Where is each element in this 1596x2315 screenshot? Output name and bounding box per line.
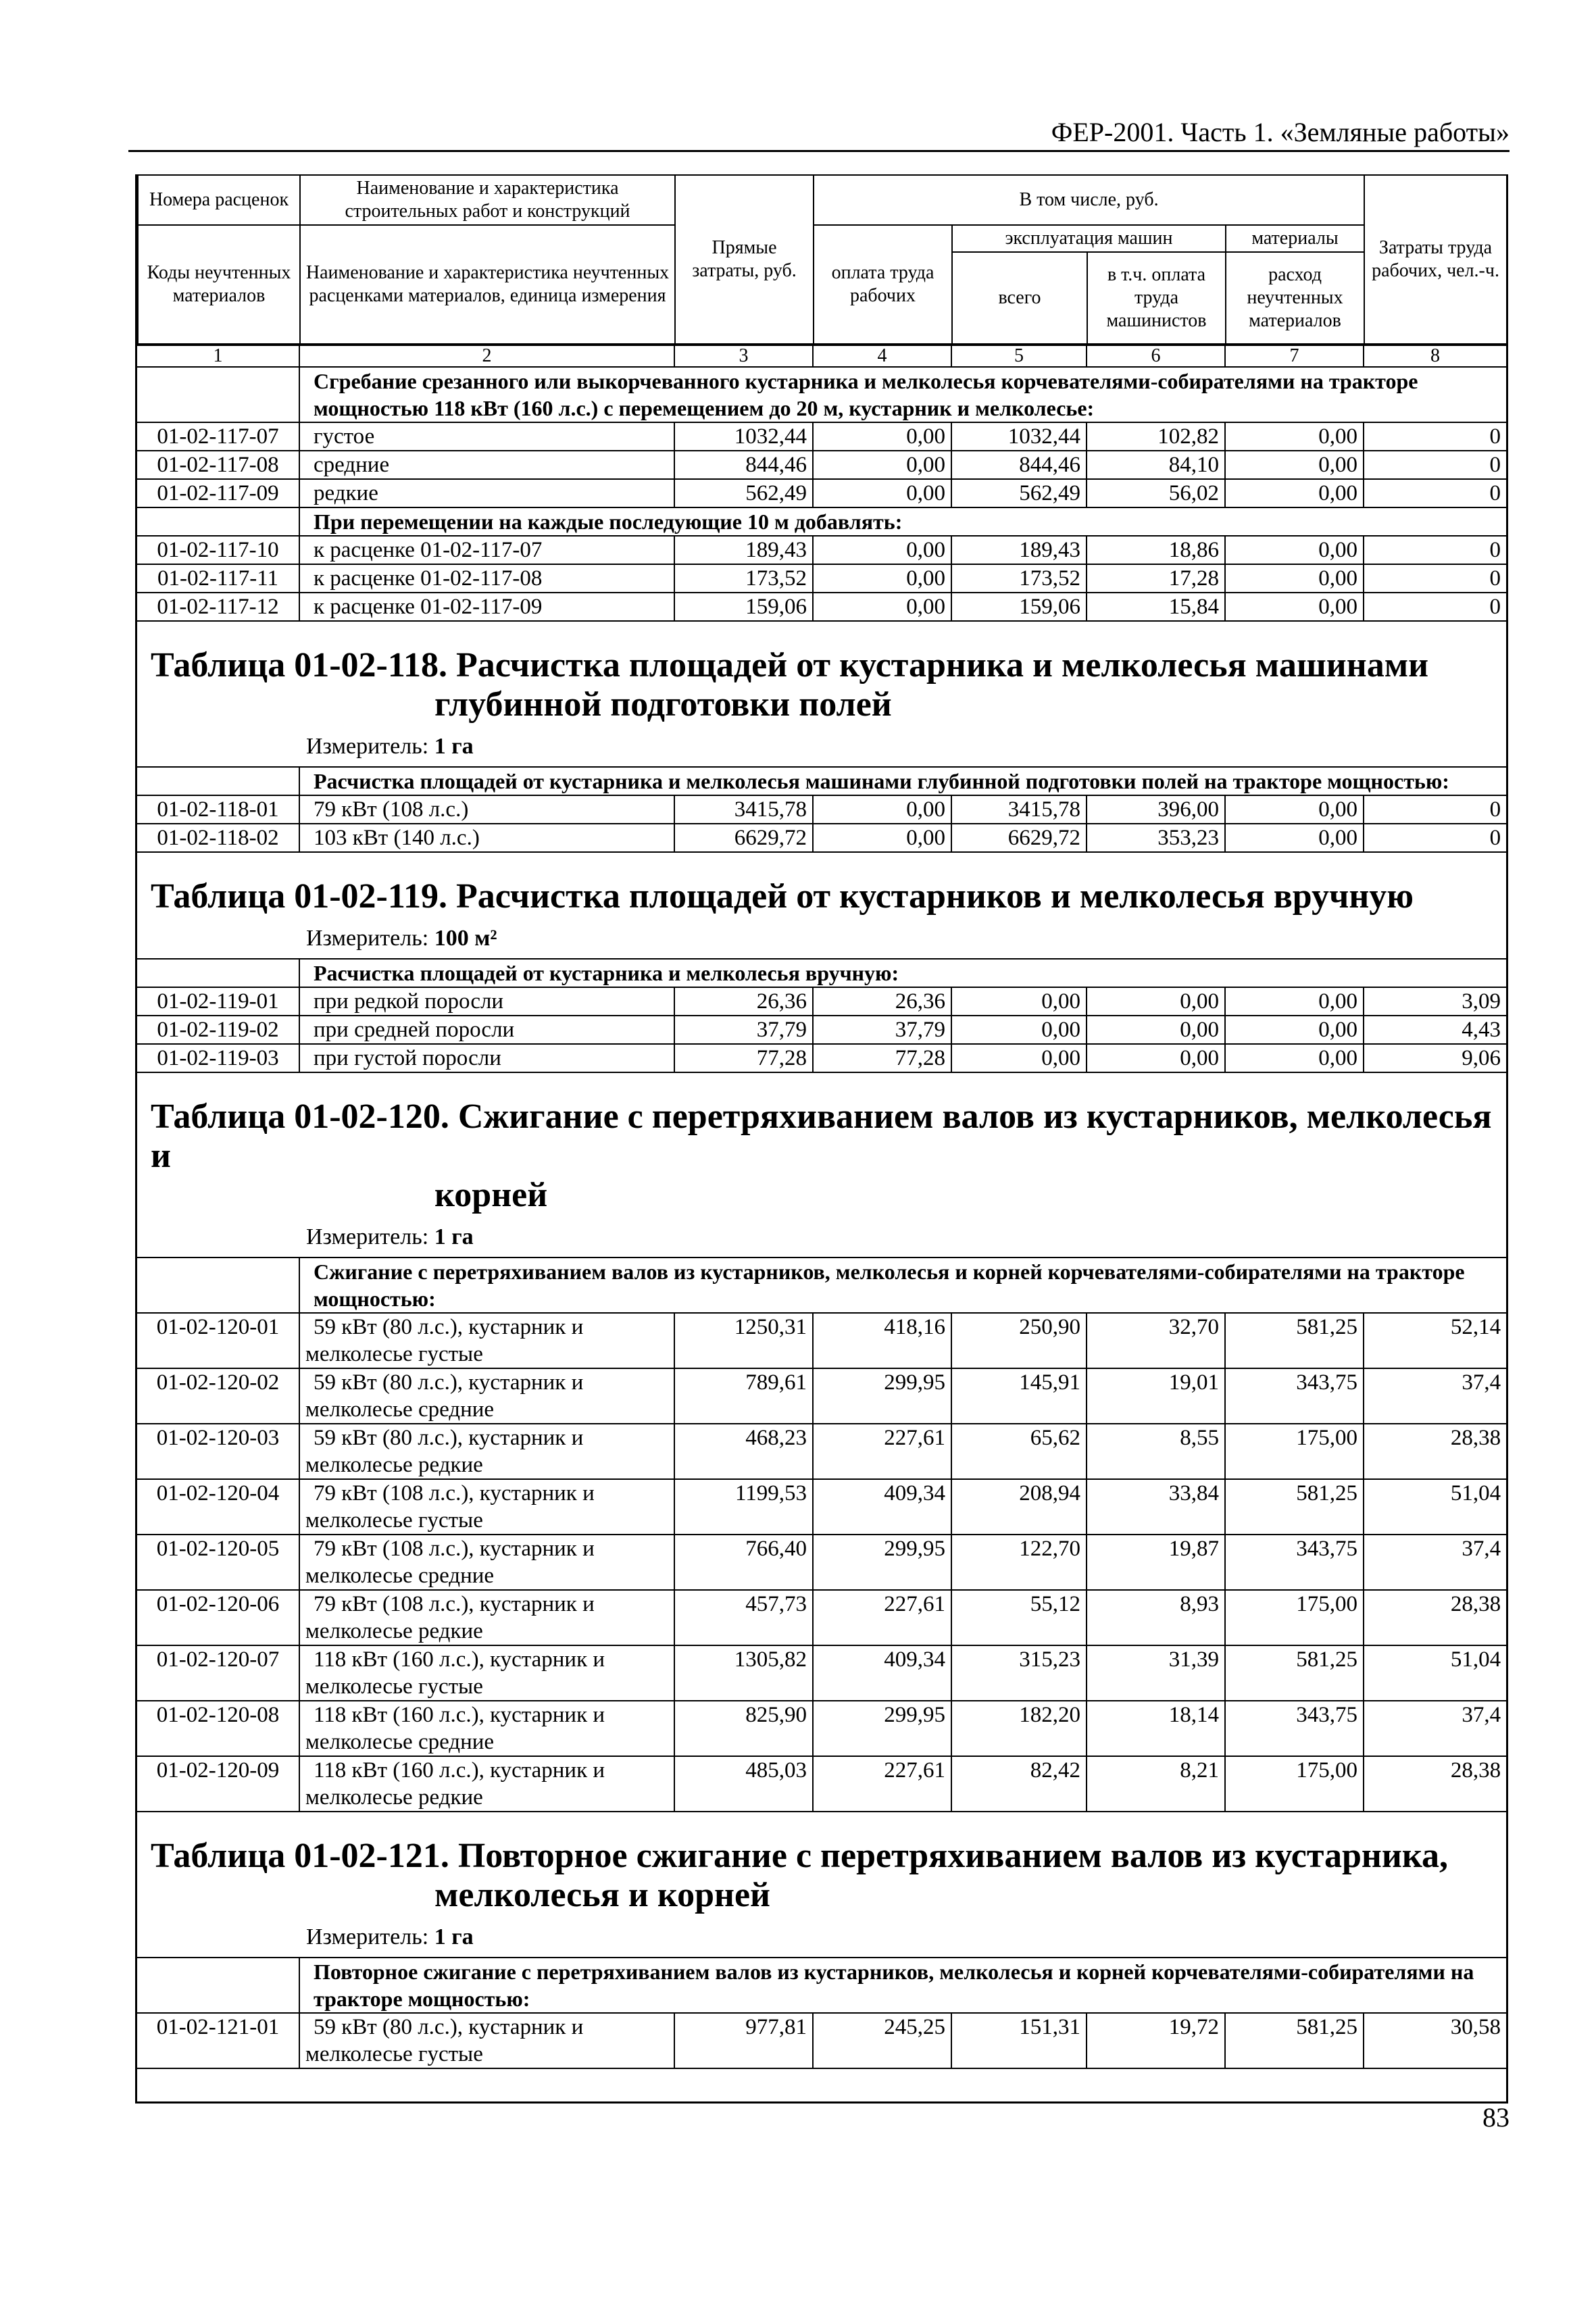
group-heading: Сгребание срезанного или выкорчеванного кустарника и мелколесья корчевателями-собирателями на тракторе мощностью 118 кВт (160 л.с.) с перемещением до 20 м, кустарник и мелколесье: — [299, 367, 1506, 422]
cell-labor-pay: 0,00 — [813, 422, 951, 451]
cell-labor-pay: 0,00 — [813, 593, 951, 621]
table-row — [137, 824, 1506, 852]
cell-labor-pay: 409,34 — [813, 1645, 951, 1701]
cell-machinists-pay: 353,23 — [1087, 824, 1225, 852]
column-number: 7 — [1225, 345, 1364, 367]
header-col1-top: Номера расценок — [138, 175, 300, 225]
cell-machines-total: 3415,78 — [951, 795, 1087, 824]
cell-labor-pay: 227,61 — [813, 1590, 951, 1645]
rate-name: при густой поросли — [299, 1044, 674, 1072]
rate-name-line: 59 кВт (80 л.с.), кустарник и — [314, 2015, 584, 2039]
table-row — [137, 1313, 1506, 1368]
table-row — [137, 564, 1506, 593]
cell-labor-cost: 52,14 — [1364, 1313, 1506, 1368]
unit-value: 100 м² — [434, 926, 497, 951]
header-col1-bottom: Коды неучтенных материалов — [138, 225, 300, 344]
rate-code: 01-02-120-01 — [137, 1313, 299, 1368]
cell-machinists-pay: 32,70 — [1087, 1313, 1225, 1368]
table-row — [137, 1590, 1506, 1645]
rate-code: 01-02-120-06 — [137, 1590, 299, 1645]
cell-direct-costs: 766,40 — [674, 1535, 813, 1590]
column-number: 4 — [813, 345, 951, 367]
table-row — [137, 1479, 1506, 1535]
rate-name: средние — [299, 451, 674, 479]
cell-machinists-pay: 19,72 — [1087, 2013, 1225, 2068]
cell-materials: 0,00 — [1225, 451, 1364, 479]
cell-materials: 581,25 — [1225, 1313, 1364, 1368]
cell-labor-cost: 4,43 — [1364, 1016, 1506, 1044]
cell-labor-cost: 51,04 — [1364, 1645, 1506, 1701]
table-row — [137, 1535, 1506, 1590]
rate-name-line: 118 кВт (160 л.с.), кустарник и — [314, 1758, 605, 1783]
cell-materials: 0,00 — [1225, 593, 1364, 621]
table-119 — [137, 958, 1506, 1073]
table-row — [137, 1756, 1506, 1812]
header-labor-cost: Затраты труда рабочих, чел.-ч. — [1364, 175, 1507, 344]
cell-machinists-pay: 396,00 — [1087, 795, 1225, 824]
rate-name-line: 79 кВт (108 л.с.), кустарник и — [314, 1592, 595, 1616]
cell-labor-cost: 0 — [1364, 564, 1506, 593]
rate-name-line: 59 кВт (80 л.с.), кустарник и — [314, 1426, 584, 1450]
cell-labor-cost: 0 — [1364, 593, 1506, 621]
unit-of-measure — [137, 728, 1506, 766]
table-row — [137, 987, 1506, 1016]
rate-name — [299, 1479, 674, 1535]
cell-labor-cost: 0 — [1364, 824, 1506, 852]
table-row — [137, 1016, 1506, 1044]
table-row — [137, 451, 1506, 479]
cell-labor-pay: 0,00 — [813, 824, 951, 852]
cell-materials: 0,00 — [1225, 479, 1364, 507]
cell-machinists-pay: 8,21 — [1087, 1756, 1225, 1812]
header-machines-incl: в т.ч. оплата труда машинистов — [1087, 252, 1226, 344]
cell-labor-cost: 51,04 — [1364, 1479, 1506, 1535]
group-heading-row — [137, 507, 1506, 536]
price-table-frame — [135, 174, 1508, 2104]
table-row — [137, 2013, 1506, 2068]
rate-name-line: 79 кВт (108 л.с.), кустарник и — [314, 1481, 595, 1505]
rate-name — [299, 1368, 674, 1424]
cell-machines-total: 173,52 — [951, 564, 1087, 593]
rate-name: 79 кВт (108 л.с.) — [299, 795, 674, 824]
rate-name-line: 59 кВт (80 л.с.), кустарник и — [314, 1370, 584, 1395]
cell-direct-costs: 1305,82 — [674, 1645, 813, 1701]
cell-machines-total: 6629,72 — [951, 824, 1087, 852]
group-heading-row — [137, 367, 1506, 422]
table-121 — [137, 1957, 1506, 2069]
cell-machinists-pay: 0,00 — [1087, 987, 1225, 1016]
cell-labor-pay: 37,79 — [813, 1016, 951, 1044]
header-machines-total: всего — [952, 252, 1087, 344]
rate-name: 103 кВт (140 л.с.) — [299, 824, 674, 852]
cell-machines-total: 844,46 — [951, 451, 1087, 479]
group-heading: При перемещении на каждые последующие 10 м добавлять: — [299, 507, 1506, 536]
cell-machines-total: 315,23 — [951, 1645, 1087, 1701]
cell-machinists-pay: 102,82 — [1087, 422, 1225, 451]
unit-label: Измеритель: — [306, 1924, 429, 1949]
cell-machinists-pay: 19,01 — [1087, 1368, 1225, 1424]
cell-labor-cost: 9,06 — [1364, 1044, 1506, 1072]
rate-code: 01-02-117-08 — [137, 451, 299, 479]
cell-direct-costs: 485,03 — [674, 1756, 813, 1812]
cell-materials: 0,00 — [1225, 824, 1364, 852]
column-number: 8 — [1364, 345, 1506, 367]
table-118 — [137, 766, 1506, 853]
cell-labor-cost: 28,38 — [1364, 1424, 1506, 1479]
header-direct-costs: Прямые затраты, руб. — [675, 175, 814, 344]
rate-code: 01-02-118-01 — [137, 795, 299, 824]
table-117 — [137, 345, 1506, 622]
page-number: 83 — [1482, 2102, 1510, 2133]
column-number: 2 — [299, 345, 674, 367]
cell-machines-total: 82,42 — [951, 1756, 1087, 1812]
cell-machines-total: 151,31 — [951, 2013, 1087, 2068]
cell-labor-pay: 0,00 — [813, 451, 951, 479]
rate-name — [299, 1701, 674, 1756]
table-title-line: глубинной подготовки полей — [434, 685, 892, 724]
rate-name — [299, 1535, 674, 1590]
rate-name-line: мелколесье средние — [305, 1564, 495, 1588]
table-row — [137, 536, 1506, 564]
rate-name-line: мелколесье средние — [305, 1730, 495, 1754]
cell-machinists-pay: 8,93 — [1087, 1590, 1225, 1645]
rate-name-line: мелколесье редкие — [305, 1785, 483, 1810]
rate-name: при редкой поросли — [299, 987, 674, 1016]
cell-materials: 0,00 — [1225, 422, 1364, 451]
table-row — [137, 1645, 1506, 1701]
rate-code: 01-02-117-11 — [137, 564, 299, 593]
cell-labor-cost: 0 — [1364, 451, 1506, 479]
rate-code: 01-02-120-07 — [137, 1645, 299, 1701]
column-number: 6 — [1087, 345, 1225, 367]
table-row — [137, 593, 1506, 621]
cell-machinists-pay: 8,55 — [1087, 1424, 1225, 1479]
rate-name: при средней поросли — [299, 1016, 674, 1044]
header-materials-consumption: расход неучтенных материалов — [1226, 252, 1364, 344]
unit-value: 1 га — [434, 1924, 474, 1949]
cell-direct-costs: 1032,44 — [674, 422, 813, 451]
cell-machines-total: 0,00 — [951, 1044, 1087, 1072]
table-title-line: Таблица 01-02-118. Расчистка площадей от кустарника и мелколесья машинами — [151, 646, 1429, 684]
cell-materials: 343,75 — [1225, 1368, 1364, 1424]
rate-code: 01-02-117-10 — [137, 536, 299, 564]
group-heading-row — [137, 1958, 1506, 2013]
header-col2-top: Наименование и характеристика строительных работ и конструкций — [300, 175, 675, 225]
rate-name-line: 79 кВт (108 л.с.), кустарник и — [314, 1537, 595, 1561]
table-title-line: мелколесья и корней — [434, 1876, 771, 1914]
group-heading-row — [137, 959, 1506, 987]
rate-name: густое — [299, 422, 674, 451]
rate-code: 01-02-119-03 — [137, 1044, 299, 1072]
rate-name — [299, 2013, 674, 2068]
rate-name — [299, 1645, 674, 1701]
cell-direct-costs: 844,46 — [674, 451, 813, 479]
header-including: В том числе, руб. — [814, 175, 1364, 225]
rate-name: редкие — [299, 479, 674, 507]
rate-code: 01-02-117-07 — [137, 422, 299, 451]
cell-machinists-pay: 17,28 — [1087, 564, 1225, 593]
rate-name-line: мелколесье редкие — [305, 1619, 483, 1643]
cell-labor-cost: 0 — [1364, 795, 1506, 824]
rate-name-line: мелколесье густые — [305, 1674, 483, 1699]
rate-name — [299, 1756, 674, 1812]
rate-code: 01-02-119-02 — [137, 1016, 299, 1044]
table-title-118 — [137, 622, 1506, 728]
group-heading-row — [137, 1258, 1506, 1313]
cell-machinists-pay: 0,00 — [1087, 1044, 1225, 1072]
table-title-121 — [137, 1812, 1506, 1919]
cell-machines-total: 562,49 — [951, 479, 1087, 507]
rate-code: 01-02-117-09 — [137, 479, 299, 507]
rate-name-line: мелколесье густые — [305, 1342, 483, 1366]
cell-labor-pay: 0,00 — [813, 564, 951, 593]
cell-machines-total: 159,06 — [951, 593, 1087, 621]
rate-name-line: мелколесье густые — [305, 2042, 483, 2066]
group-heading: Сжигание с перетряхиванием валов из кустарников, мелколесья и корней корчевателями-собирателями на тракторе мощностью: — [299, 1258, 1506, 1313]
cell-materials: 343,75 — [1225, 1701, 1364, 1756]
column-number: 5 — [951, 345, 1087, 367]
rate-name — [299, 1313, 674, 1368]
cell-machines-total: 145,91 — [951, 1368, 1087, 1424]
cell-materials: 175,00 — [1225, 1590, 1364, 1645]
table-row — [137, 422, 1506, 451]
rate-code: 01-02-120-02 — [137, 1368, 299, 1424]
cell-direct-costs: 468,23 — [674, 1424, 813, 1479]
cell-labor-cost: 0 — [1364, 422, 1506, 451]
rate-code: 01-02-120-08 — [137, 1701, 299, 1756]
unit-value: 1 га — [434, 1224, 474, 1249]
group-heading: Расчистка площадей от кустарника и мелколесья вручную: — [299, 959, 1506, 987]
cell-materials: 581,25 — [1225, 1645, 1364, 1701]
cell-materials: 0,00 — [1225, 564, 1364, 593]
cell-machinists-pay: 18,14 — [1087, 1701, 1225, 1756]
cell-direct-costs: 3415,78 — [674, 795, 813, 824]
cell-machinists-pay: 18,86 — [1087, 536, 1225, 564]
rate-code: 01-02-117-12 — [137, 593, 299, 621]
cell-labor-cost: 3,09 — [1364, 987, 1506, 1016]
cell-materials: 0,00 — [1225, 1016, 1364, 1044]
cell-labor-pay: 299,95 — [813, 1368, 951, 1424]
unit-label: Измеритель: — [306, 1224, 429, 1249]
cell-labor-cost: 28,38 — [1364, 1590, 1506, 1645]
cell-labor-pay: 227,61 — [813, 1424, 951, 1479]
cell-labor-pay: 0,00 — [813, 795, 951, 824]
table-row — [137, 1424, 1506, 1479]
cell-labor-pay: 299,95 — [813, 1701, 951, 1756]
rate-name: к расценке 01-02-117-09 — [299, 593, 674, 621]
unit-label: Измеритель: — [306, 734, 429, 759]
cell-machines-total: 250,90 — [951, 1313, 1087, 1368]
cell-direct-costs: 789,61 — [674, 1368, 813, 1424]
cell-direct-costs: 189,43 — [674, 536, 813, 564]
cell-labor-pay: 418,16 — [813, 1313, 951, 1368]
cell-labor-pay: 227,61 — [813, 1756, 951, 1812]
cell-machines-total: 182,20 — [951, 1701, 1087, 1756]
rate-name-line: 118 кВт (160 л.с.), кустарник и — [314, 1647, 605, 1672]
unit-of-measure — [137, 1919, 1506, 1957]
cell-direct-costs: 26,36 — [674, 987, 813, 1016]
unit-label: Измеритель: — [306, 926, 429, 951]
cell-machines-total: 122,70 — [951, 1535, 1087, 1590]
table-header — [137, 174, 1507, 345]
cell-machinists-pay: 15,84 — [1087, 593, 1225, 621]
rate-name-line: мелколесье средние — [305, 1397, 495, 1422]
table-title-119 — [137, 853, 1506, 920]
cell-direct-costs: 562,49 — [674, 479, 813, 507]
unit-value: 1 га — [434, 734, 474, 759]
cell-direct-costs: 457,73 — [674, 1590, 813, 1645]
cell-labor-cost: 28,38 — [1364, 1756, 1506, 1812]
table-row — [137, 1701, 1506, 1756]
cell-direct-costs: 6629,72 — [674, 824, 813, 852]
cell-machines-total: 55,12 — [951, 1590, 1087, 1645]
table-title-120 — [137, 1073, 1506, 1219]
rate-name-line: мелколесье густые — [305, 1508, 483, 1533]
cell-machinists-pay: 84,10 — [1087, 451, 1225, 479]
table-title-line: Таблица 01-02-121. Повторное сжигание с перетряхиванием валов из кустарника, — [151, 1837, 1449, 1875]
cell-labor-pay: 299,95 — [813, 1535, 951, 1590]
rate-name: к расценке 01-02-117-07 — [299, 536, 674, 564]
cell-labor-pay: 26,36 — [813, 987, 951, 1016]
table-title-line: корней — [434, 1176, 548, 1214]
header-labor-pay: оплата труда рабочих — [814, 225, 952, 344]
rate-name-line: 118 кВт (160 л.с.), кустарник и — [314, 1703, 605, 1727]
cell-materials: 175,00 — [1225, 1424, 1364, 1479]
rate-code: 01-02-120-05 — [137, 1535, 299, 1590]
cell-direct-costs: 825,90 — [674, 1701, 813, 1756]
cell-materials: 0,00 — [1225, 795, 1364, 824]
group-heading: Повторное сжигание с перетряхиванием валов из кустарников, мелколесья и корней корчевателями-собирателями на тракторе мощностью: — [299, 1958, 1506, 2013]
column-number: 3 — [674, 345, 813, 367]
rate-code: 01-02-120-09 — [137, 1756, 299, 1812]
cell-labor-cost: 30,58 — [1364, 2013, 1506, 2068]
cell-materials: 343,75 — [1225, 1535, 1364, 1590]
rate-code: 01-02-120-03 — [137, 1424, 299, 1479]
cell-materials: 0,00 — [1225, 1044, 1364, 1072]
table-120 — [137, 1257, 1506, 1812]
cell-machines-total: 0,00 — [951, 1016, 1087, 1044]
header-rule — [128, 150, 1510, 152]
cell-labor-pay: 245,25 — [813, 2013, 951, 2068]
cell-machines-total: 1032,44 — [951, 422, 1087, 451]
cell-direct-costs: 1250,31 — [674, 1313, 813, 1368]
rate-code: 01-02-118-02 — [137, 824, 299, 852]
cell-labor-cost: 0 — [1364, 536, 1506, 564]
cell-machines-total: 208,94 — [951, 1479, 1087, 1535]
cell-machines-total: 65,62 — [951, 1424, 1087, 1479]
cell-direct-costs: 159,06 — [674, 593, 813, 621]
column-number-row — [137, 345, 1506, 367]
cell-machines-total: 0,00 — [951, 987, 1087, 1016]
rate-name: к расценке 01-02-117-08 — [299, 564, 674, 593]
rate-name — [299, 1590, 674, 1645]
rate-code: 01-02-121-01 — [137, 2013, 299, 2068]
cell-direct-costs: 37,79 — [674, 1016, 813, 1044]
cell-machinists-pay: 0,00 — [1087, 1016, 1225, 1044]
header-col2-bottom: Наименование и характеристика неучтенных расценками материалов, единица измерения — [300, 225, 675, 344]
cell-machines-total: 189,43 — [951, 536, 1087, 564]
rate-code: 01-02-120-04 — [137, 1479, 299, 1535]
group-heading: Расчистка площадей от кустарника и мелколесья машинами глубинной подготовки полей на тракторе мощностью: — [299, 767, 1506, 795]
column-number: 1 — [137, 345, 299, 367]
group-heading-row — [137, 767, 1506, 795]
cell-labor-pay: 0,00 — [813, 479, 951, 507]
cell-labor-cost: 37,4 — [1364, 1701, 1506, 1756]
cell-labor-cost: 0 — [1364, 479, 1506, 507]
table-row — [137, 479, 1506, 507]
table-title-line: Таблица 01-02-119. Расчистка площадей от кустарников и мелколесья вручную — [151, 877, 1414, 916]
cell-materials: 581,25 — [1225, 2013, 1364, 2068]
header-machines: эксплуатация машин — [952, 225, 1226, 252]
cell-materials: 0,00 — [1225, 536, 1364, 564]
cell-materials: 175,00 — [1225, 1756, 1364, 1812]
unit-of-measure — [137, 920, 1506, 958]
cell-labor-cost: 37,4 — [1364, 1368, 1506, 1424]
cell-machinists-pay: 19,87 — [1087, 1535, 1225, 1590]
rate-name-line: 59 кВт (80 л.с.), кустарник и — [314, 1315, 584, 1339]
header-materials: материалы — [1226, 225, 1364, 252]
table-title-line: Таблица 01-02-120. Сжигание с перетряхиванием валов из кустарников, мелколесья и — [151, 1097, 1492, 1175]
cell-labor-pay: 77,28 — [813, 1044, 951, 1072]
cell-direct-costs: 1199,53 — [674, 1479, 813, 1535]
cell-labor-cost: 37,4 — [1364, 1535, 1506, 1590]
cell-direct-costs: 977,81 — [674, 2013, 813, 2068]
table-row — [137, 1368, 1506, 1424]
rate-name-line: мелколесье редкие — [305, 1453, 483, 1477]
cell-machinists-pay: 33,84 — [1087, 1479, 1225, 1535]
cell-materials: 581,25 — [1225, 1479, 1364, 1535]
rate-name — [299, 1424, 674, 1479]
cell-labor-pay: 0,00 — [813, 536, 951, 564]
cell-materials: 0,00 — [1225, 987, 1364, 1016]
unit-of-measure — [137, 1219, 1506, 1257]
running-head: ФЕР-2001. Часть 1. «Земляные работы» — [1051, 117, 1510, 147]
cell-machinists-pay: 31,39 — [1087, 1645, 1225, 1701]
table-row — [137, 1044, 1506, 1072]
rate-code: 01-02-119-01 — [137, 987, 299, 1016]
cell-direct-costs: 173,52 — [674, 564, 813, 593]
cell-labor-pay: 409,34 — [813, 1479, 951, 1535]
table-row — [137, 795, 1506, 824]
cell-direct-costs: 77,28 — [674, 1044, 813, 1072]
cell-machinists-pay: 56,02 — [1087, 479, 1225, 507]
